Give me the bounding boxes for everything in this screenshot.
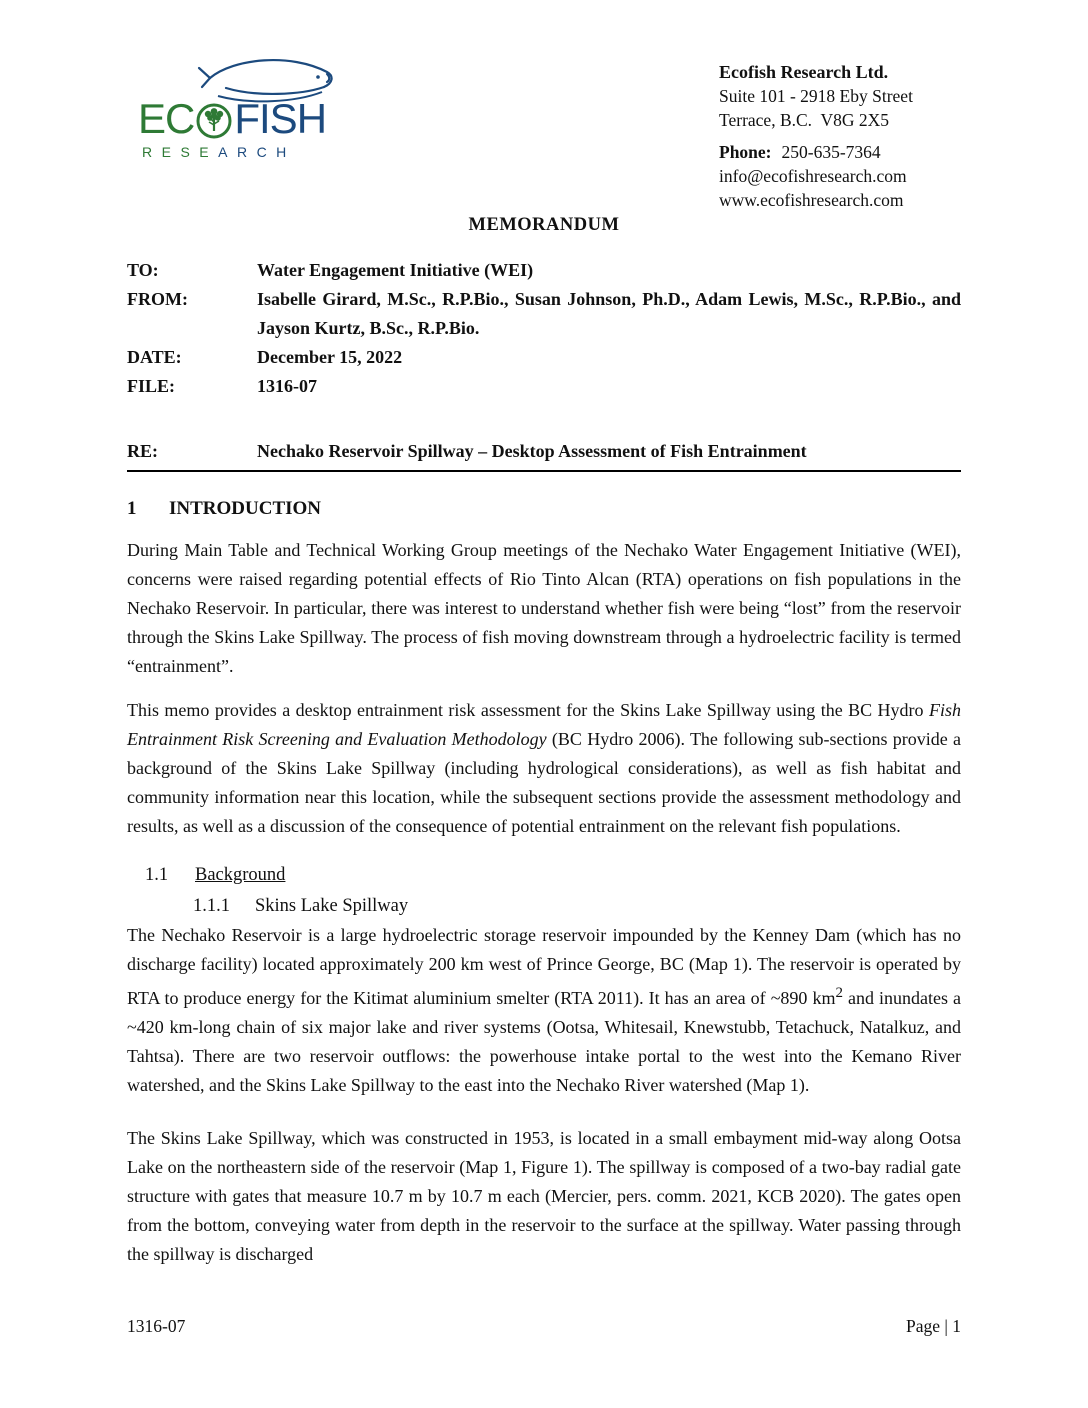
date-label: DATE: [127,347,182,367]
paragraph-2: This memo provides a desktop entrainment risk assessment for the Skins Lake Spillway using the BC Hydro Fish Entrainment Risk Screening and Evaluation Methodology (BC Hydro 2006). The following sub-sections provide a background of the Skins Lake Spillway (including hydrological considerations), as well as fish habitat and community information near this location, while the subsequent sections provide the assessment methodology and results, as well as a discussion of the consequence of potential entrainment on the relevant fish populations. [127,700,961,836]
superscript-2: 2 [835,985,843,1001]
heading-introduction [127,498,961,520]
heading-introduction-label: INTRODUCTION [169,498,322,519]
logo-fish-text: FISH [234,95,327,142]
file-label: FILE: [127,376,176,396]
italic-citation: Fish Entrainment Risk Screening and Evaluation Methodology [127,700,961,749]
phone-line [719,140,913,164]
heading-skins-number: 1.1.1 [193,896,230,916]
logo-wordmark [138,95,348,142]
phone-number: 250-635-7364 [781,142,881,162]
heading-skins-label: Skins Lake Spillway [255,896,409,916]
ecofish-logo [138,52,348,160]
to-value: Water Engagement Initiative (WEI) [257,260,534,280]
paragraph-4: The Skins Lake Spillway, which was constructed in 1953, is located in a small embayment mid-way along Ootsa Lake on the northeastern side of the reservoir (Map 1, Figure 1). The spillway is composed of a two-bay radial gate structure with gates that measure 10.7 m by 10.7 m each (Mercier, pers. comm. 2021, KCB 2020). The gates open from the bottom, conveying water from depth in the reservoir to the surface at the spillway. Water passing through the spillway is discharged [127,1128,961,1264]
footer-file-number: 1316-07 [127,1316,186,1336]
email-address: info@ecofishresearch.com [719,166,907,186]
paragraph-3: The Nechako Reservoir is a large hydroelectric storage reservoir impounded by the Kenney Dam (which has no discharge facility) located approximately 200 km west of Prince George, BC (Map 1). The reservoir is operated by RTA to produce energy for the Kitimat aluminium smelter (RTA 2011). It has an area of ~890 $km^2$ and inundates a ~420 km-long chain of six major lake and river systems (Ootsa, Whitesail, Knewstubb, Tetachuck, Natalkuz, and Tahtsa). There are two reservoir outflows: the powerhouse intake portal to the west into the Kemano River watershed, and the Skins Lake Spillway to the east into the Nechako River watershed (Map 1). [127,925,962,1095]
logo-tree-circle-icon [195,102,233,140]
paragraph-1: During Main Table and Technical Working Group meetings of the Nechako Water Engagement Initiative (WEI), concerns were raised regarding potential effects of Rio Tinto Alcan (RTA) operations on fish populations in the Nechako Reservoir. In particular, there was interest to understand whether fish were being “lost” from the reservoir through the Skins Lake Spillway. The process of fish moving downstream through a hydroelectric facility is termed “entrainment”. [127,540,961,676]
date-value: December 15, 2022 [257,347,403,367]
phone-label: Phone: [719,142,772,162]
heading-background-number: 1.1 [145,865,169,885]
re-subject-row [127,441,961,472]
memo-title: MEMORANDUM [468,215,620,235]
logo-research-text: RESEARCH [142,144,296,160]
company-name: Ecofish Research Ltd. [719,62,889,82]
logo-eco-text: EC [138,95,195,142]
from-value: Isabelle Girard, M.Sc., R.P.Bio., Susan Johnson, Ph.D., Adam Lewis, M.Sc., R.P.Bio., and Jayson Kurtz, B.Sc., R.P.Bio. [257,289,961,338]
address-line-2: Terrace, B.C. V8G 2X5 [719,110,890,130]
heading-introduction-number: 1 [127,498,137,519]
re-label: RE: [127,441,158,461]
website-url: www.ecofishresearch.com [719,190,904,210]
memo-header-fields [127,256,961,401]
address-line-1: Suite 101 - 2918 Eby Street [719,86,913,106]
heading-background [127,865,961,886]
re-value: Nechako Reservoir Spillway – Desktop Assessment of Fish Entrainment [257,441,807,461]
to-label: TO: [127,260,159,280]
contact-block [719,60,913,212]
file-value: 1316-07 [257,376,317,396]
from-label: FROM: [127,289,188,309]
heading-skins-lake-spillway [127,896,961,917]
footer-page-number: Page | 1 [905,1316,961,1336]
heading-background-label: Background [195,865,286,885]
page-footer [127,1316,961,1337]
